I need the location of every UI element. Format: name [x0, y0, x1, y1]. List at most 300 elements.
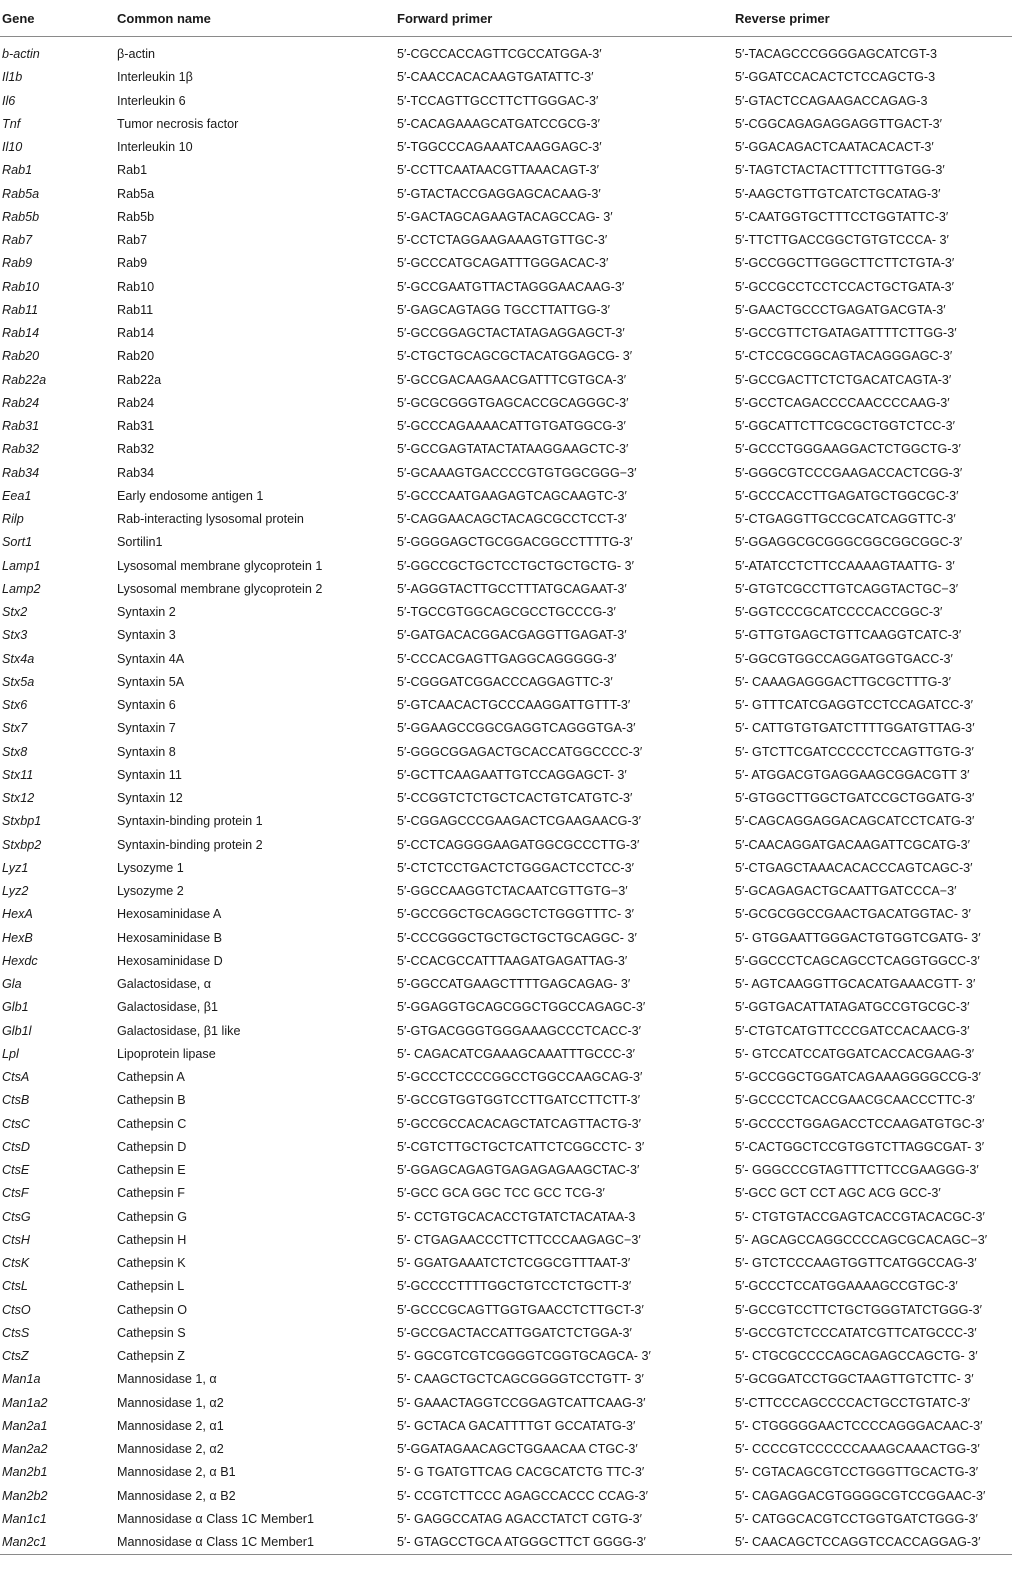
reverse-primer-cell: 5′-CTCCGCGGCAGTACAGGGAGC-3′: [735, 349, 953, 364]
table-row: [0, 66, 1012, 89]
table-row: [0, 531, 1012, 554]
gene-cell: Stx6: [2, 698, 28, 713]
forward-primer-cell: 5′-GGGCGGAGACTGCACCATGGCCCC-3′: [397, 744, 643, 759]
reverse-primer-cell: 5′- CCCCGTCCCCCCAAAGCAAACTGG-3′: [735, 1442, 980, 1457]
reverse-primer-cell: 5′-GTGTCGCCTTGTCAGGTACTGC−3′: [735, 581, 959, 596]
gene-cell: Gla: [2, 977, 22, 992]
gene-cell: CtsC: [2, 1116, 30, 1131]
forward-primer-cell: 5′-GAGCAGTAGG TGCCTTATTGG-3′: [397, 302, 610, 317]
reverse-primer-cell: 5′-GGCATTCTTCGCGCTGGTCTCC-3′: [735, 419, 955, 434]
table-row: [0, 694, 1012, 717]
common-name-cell: Syntaxin 5A: [117, 674, 185, 689]
table-row: [0, 741, 1012, 764]
common-name-cell: Lysosomal membrane glycoprotein 2: [117, 581, 323, 596]
common-name-cell: Rab5b: [117, 209, 155, 224]
table-row: [0, 183, 1012, 206]
reverse-primer-cell: 5′-GGTGACATTATAGATGCCGTGCGC-3′: [735, 1000, 970, 1015]
table-row: [0, 973, 1012, 996]
gene-cell: CtsA: [2, 1070, 30, 1085]
table-header-row: [0, 0, 1012, 37]
forward-primer-cell: 5′-CCACGCCATTTAAGATGAGATTAG-3′: [397, 953, 628, 968]
gene-cell: Lpl: [2, 1046, 19, 1061]
table-row: [0, 1043, 1012, 1066]
forward-primer-cell: 5′-CAACCACACAAGTGATATTC-3′: [397, 70, 594, 85]
table-row: [0, 345, 1012, 368]
gene-cell: Stx7: [2, 721, 28, 736]
gene-cell: Rab5a: [2, 186, 40, 201]
reverse-primer-cell: 5′- CAACAGCTCCAGGTCCACCAGGAG-3′: [735, 1531, 1012, 1555]
reverse-primer-cell: 5′- CAGAGGACGTGGGGCGTCCGGAAC-3′: [735, 1488, 986, 1503]
table-row: [0, 601, 1012, 624]
reverse-primer-cell: 5′-GTACTCCAGAAGACCAGAG-3: [735, 93, 928, 108]
forward-primer-cell: 5′-GGATAGAACAGCTGGAACAA CTGC-3′: [397, 1442, 638, 1457]
common-name-cell: Cathepsin B: [117, 1093, 186, 1108]
gene-cell: Il6: [2, 93, 16, 108]
common-name-cell: Rab31: [117, 419, 155, 434]
table-row: [0, 996, 1012, 1019]
table-row: [0, 1066, 1012, 1089]
gene-cell: Rab14: [2, 326, 40, 341]
common-name-cell: Lysozyme 1: [117, 860, 184, 875]
reverse-primer-cell: 5′- GTGGAATTGGGACTGTGGTCGATG- 3′: [735, 930, 981, 945]
common-name-cell: Cathepsin H: [117, 1232, 187, 1247]
reverse-primer-cell: 5′-GCGGATCCTGGCTAAGTTGTCTTC- 3′: [735, 1372, 974, 1387]
gene-cell: Man2b1: [2, 1465, 48, 1480]
forward-primer-cell: 5′-GCCCGCAGTTGGTGAACCTCTTGCT-3′: [397, 1302, 644, 1317]
reverse-primer-cell: 5′-CAATGGTGCTTTCCTGGTATTC-3′: [735, 209, 949, 224]
forward-primer-cell: 5′-CGCCACCAGTTCGCCATGGA-3′: [397, 47, 602, 62]
forward-primer-cell: 5′-GGAGGTGCAGCGGCTGGCCAGAGC-3′: [397, 1000, 646, 1015]
common-name-cell: Cathepsin F: [117, 1186, 185, 1201]
reverse-primer-cell: 5′-GGAGGCGCGGGCGGCGGCGGC-3′: [735, 535, 963, 550]
table-row: [0, 555, 1012, 578]
common-name-cell: Lysozyme 2: [117, 884, 184, 899]
table-row: [0, 1368, 1012, 1391]
table-row: [0, 927, 1012, 950]
reverse-primer-cell: 5′-GCC GCT CCT AGC ACG GCC-3′: [735, 1186, 941, 1201]
common-name-cell: Rab22a: [117, 372, 162, 387]
table-row: [0, 1229, 1012, 1252]
reverse-primer-cell: 5′-GCCCCTCACCGAACGCAACCCTTC-3′: [735, 1093, 975, 1108]
reverse-primer-cell: 5′-GTGGCTTGGCTGATCCGCTGGATG-3′: [735, 791, 975, 806]
reverse-primer-cell: 5′- GGGCCCGTAGTTTCTTCCGAAGGG-3′: [735, 1163, 979, 1178]
forward-primer-cell: 5′-GGCCGCTGCTCCTGCTGCTGCTG- 3′: [397, 558, 634, 573]
reverse-primer-cell: 5′-GCCGCCTCCTCCACTGCTGATA-3′: [735, 279, 955, 294]
forward-primer-cell: 5′-GCCCATGCAGATTTGGGACAC-3′: [397, 256, 609, 271]
forward-primer-cell: 5′-GACTAGCAGAAGTACAGCCAG- 3′: [397, 209, 613, 224]
gene-cell: Rab24: [2, 395, 40, 410]
reverse-primer-cell: 5′-GCCGGCTTGGGCTTCTTCTGTA-3′: [735, 256, 955, 271]
forward-primer-cell: 5′-AGGGTACTTGCCTTTATGCAGAAT-3′: [397, 581, 627, 596]
gene-cell: Man2a1: [2, 1418, 48, 1433]
gene-cell: Lyz2: [2, 884, 29, 899]
reverse-primer-cell: 5′- CATTGTGTGATCTTTTGGATGTTAG-3′: [735, 721, 975, 736]
gene-cell: Stxbp1: [2, 814, 42, 829]
forward-primer-cell: 5′-GTACTACCGAGGAGCACAAG-3′: [397, 186, 601, 201]
gene-cell: Rab11: [2, 302, 39, 317]
reverse-primer-cell: 5′-TAGTCTACTACTTTCTTTGTGG-3′: [735, 163, 945, 178]
gene-cell: Glb1l: [2, 1023, 32, 1038]
reverse-primer-cell: 5′- CATGGCACGTCCTGGTGATCTGGG-3′: [735, 1511, 978, 1526]
reverse-primer-cell: 5′-GCCGTCTCCCATATCGTTCATGCCC-3′: [735, 1325, 977, 1340]
forward-primer-cell: 5′-GCCGAATGTTACTAGGGAACAAG-3′: [397, 279, 625, 294]
forward-primer-cell: 5′-CAGGAACAGCTACAGCGCCTCCT-3′: [397, 512, 627, 527]
table-row: [0, 1345, 1012, 1368]
table-row: [0, 671, 1012, 694]
forward-primer-cell: 5′-TGCCGTGGCAGCGCCTGCCCG-3′: [397, 605, 616, 620]
forward-primer-cell: 5′-GCTTCAAGAATTGTCCAGGAGCT- 3′: [397, 767, 627, 782]
table-row: [0, 37, 1012, 67]
gene-cell: Tnf: [2, 116, 21, 131]
reverse-primer-cell: 5′-GGTCCCGCATCCCCACCGGC-3′: [735, 605, 943, 620]
forward-primer-cell: 5′-CTGCTGCAGCGCTACATGGAGCG- 3′: [397, 349, 633, 364]
reverse-primer-cell: 5′-GGACAGACTCAATACACACT-3′: [735, 140, 934, 155]
reverse-primer-cell: 5′- ATGGACGTGAGGAAGCGGACGTT 3′: [735, 767, 970, 782]
forward-primer-cell: 5′-CCTCAGGGGAAGATGGCGCCCTTG-3′: [397, 837, 640, 852]
gene-cell: HexA: [2, 907, 33, 922]
forward-primer-cell: 5′-CCTCTAGGAAGAAAGTGTTGC-3′: [397, 233, 608, 248]
forward-primer-cell: 5′-TGGCCCAGAAATCAAGGAGC-3′: [397, 140, 602, 155]
forward-primer-cell: 5′-GCGCGGGTGAGCACCGCAGGGC-3′: [397, 395, 629, 410]
forward-primer-cell: 5′-CCCGGGCTGCTGCTGCTGCAGGC- 3′: [397, 930, 637, 945]
forward-primer-cell: 5′- CCTGTGCACACCTGTATCTACATAA-3: [397, 1209, 636, 1224]
header-common-name: Common name: [117, 0, 397, 37]
forward-primer-cell: 5′-CGTCTTGCTGCTCATTCTCGGCCTC- 3′: [397, 1139, 645, 1154]
gene-cell: Man2b2: [2, 1488, 48, 1503]
reverse-primer-cell: 5′- CGTACAGCGTCCTGGGTTGCACTG-3′: [735, 1465, 979, 1480]
common-name-cell: Mannosidase 2, α1: [117, 1418, 224, 1433]
reverse-primer-cell: 5′-CTGAGCTAAACACACCCAGTCAGC-3′: [735, 860, 973, 875]
common-name-cell: Mannosidase 2, α B1: [117, 1465, 236, 1480]
common-name-cell: Syntaxin 11: [117, 767, 182, 782]
common-name-cell: Galactosidase, α: [117, 977, 212, 992]
forward-primer-cell: 5′-GATGACACGGACGAGGTTGAGAT-3′: [397, 628, 627, 643]
gene-cell: CtsE: [2, 1163, 30, 1178]
forward-primer-cell: 5′- CAGACATCGAAAGCAAATTTGCCC-3′: [397, 1046, 635, 1061]
forward-primer-cell: 5′-CACAGAAAGCATGATCCGCG-3′: [397, 116, 600, 131]
common-name-cell: Interleukin 1β: [117, 70, 193, 85]
reverse-primer-cell: 5′-TACAGCCCGGGGAGCATCGT-3: [735, 47, 938, 62]
reverse-primer-cell: 5′-GCCCTCCATGGAAAAGCCGTGC-3′: [735, 1279, 958, 1294]
table-row: [0, 810, 1012, 833]
forward-primer-cell: 5′-GGCCATGAAGCTTTTGAGCAGAG- 3′: [397, 977, 631, 992]
common-name-cell: Cathepsin S: [117, 1325, 186, 1340]
table-row: [0, 1508, 1012, 1531]
common-name-cell: Rab14: [117, 326, 155, 341]
table-row: [0, 1113, 1012, 1136]
forward-primer-cell: 5′-GCAAAGTGACCCCGTGTGGCGGG−3′: [397, 465, 637, 480]
common-name-cell: Mannosidase α Class 1C Member1: [117, 1511, 314, 1526]
common-name-cell: Syntaxin 8: [117, 744, 176, 759]
reverse-primer-cell: 5′- CTGGGGGAACTCCCCAGGGACAAC-3′: [735, 1418, 983, 1433]
table-row: [0, 462, 1012, 485]
reverse-primer-cell: 5′-GCCGTTCTGATAGATTTTCTTGG-3′: [735, 326, 957, 341]
forward-primer-cell: 5′- CAAGCTGCTCAGCGGGGTCCTGTT- 3′: [397, 1372, 644, 1387]
gene-cell: Sort1: [2, 535, 33, 550]
common-name-cell: Lipoprotein lipase: [117, 1046, 216, 1061]
common-name-cell: Cathepsin C: [117, 1116, 187, 1131]
gene-cell: Man1a2: [2, 1395, 48, 1410]
reverse-primer-cell: 5′- GTCCATCCATGGATCACCACGAAG-3′: [735, 1046, 975, 1061]
gene-cell: Stx5a: [2, 674, 35, 689]
common-name-cell: Sortilin1: [117, 535, 163, 550]
common-name-cell: Rab1: [117, 163, 148, 178]
forward-primer-cell: 5′-GCCGCCACACAGCTATCAGTTACTG-3′: [397, 1116, 642, 1131]
gene-cell: Stx12: [2, 791, 35, 806]
forward-primer-cell: 5′- G TGATGTTCAG CACGCATCTG TTC-3′: [397, 1465, 645, 1480]
reverse-primer-cell: 5′-GAACTGCCCTGAGATGACGTA-3′: [735, 302, 946, 317]
common-name-cell: Cathepsin K: [117, 1256, 186, 1271]
gene-cell: Rab5b: [2, 209, 40, 224]
reverse-primer-cell: 5′-ATATCCTCTTCCAAAAGTAATTG- 3′: [735, 558, 955, 573]
common-name-cell: Syntaxin-binding protein 1: [117, 814, 263, 829]
gene-cell: Lyz1: [2, 860, 29, 875]
common-name-cell: Rab34: [117, 465, 155, 480]
table-row: [0, 834, 1012, 857]
gene-cell: Il1b: [2, 70, 23, 85]
table-row: [0, 857, 1012, 880]
table-row: [0, 136, 1012, 159]
table-row: [0, 764, 1012, 787]
table-row: [0, 1020, 1012, 1043]
table-row: [0, 1089, 1012, 1112]
reverse-primer-cell: 5′-CTTCCCAGCCCCACTGCCTGTATC-3′: [735, 1395, 971, 1410]
table-row: [0, 624, 1012, 647]
forward-primer-cell: 5′-CCTTCAATAACGTTAAACAGT-3′: [397, 163, 600, 178]
reverse-primer-cell: 5′-GGCGTGGCCAGGATGGTGACC-3′: [735, 651, 953, 666]
table-row: [0, 1299, 1012, 1322]
common-name-cell: Mannosidase α Class 1C Member1: [117, 1531, 397, 1555]
forward-primer-cell: 5′-GGGGAGCTGCGGACGGCCTTTTG-3′: [397, 535, 633, 550]
header-forward-primer: Forward primer: [397, 0, 735, 37]
gene-cell: Rab7: [2, 233, 33, 248]
gene-cell: CtsG: [2, 1209, 31, 1224]
common-name-cell: Galactosidase, β1 like: [117, 1023, 241, 1038]
common-name-cell: Cathepsin Z: [117, 1349, 185, 1364]
gene-cell: Stx3: [2, 628, 28, 643]
forward-primer-cell: 5′-GTCAACACTGCCCAAGGATTGTTT-3′: [397, 698, 631, 713]
gene-cell: Man1a: [2, 1372, 41, 1387]
forward-primer-cell: 5′- GTAGCCTGCA ATGGGCTTCT GGGG-3′: [397, 1531, 735, 1555]
common-name-cell: Cathepsin A: [117, 1070, 185, 1085]
gene-cell: CtsH: [2, 1232, 30, 1247]
table-row: [0, 438, 1012, 461]
reverse-primer-cell: 5′-GCCGACTTCTCTGACATCAGTA-3′: [735, 372, 952, 387]
gene-cell: Rab32: [2, 442, 40, 457]
gene-cell: CtsS: [2, 1325, 30, 1340]
reverse-primer-cell: 5′-GCCCCTGGAGACCTCCAAGATGTGC-3′: [735, 1116, 985, 1131]
forward-primer-cell: 5′-GCCGGAGCTACTATAGAGGAGCT-3′: [397, 326, 625, 341]
gene-cell: Rab20: [2, 349, 40, 364]
common-name-cell: Cathepsin D: [117, 1139, 187, 1154]
gene-cell: Man1c1: [2, 1511, 47, 1526]
forward-primer-cell: 5′-GCCCAATGAAGAGTCAGCAAGTC-3′: [397, 488, 627, 503]
reverse-primer-cell: 5′-GCGCGGCCGAACTGACATGGTAC- 3′: [735, 907, 971, 922]
common-name-cell: Syntaxin 2: [117, 605, 176, 620]
gene-cell: Lamp2: [2, 581, 41, 596]
common-name-cell: Cathepsin O: [117, 1302, 188, 1317]
forward-primer-cell: 5′-GCCGGCTGCAGGCTCTGGGTTTC- 3′: [397, 907, 634, 922]
gene-cell: Hexdc: [2, 953, 38, 968]
table-row: [0, 1415, 1012, 1438]
common-name-cell: Rab20: [117, 349, 155, 364]
gene-cell: Lamp1: [2, 558, 41, 573]
common-name-cell: Mannosidase 1, α: [117, 1372, 217, 1387]
gene-cell: Rab22a: [2, 372, 47, 387]
common-name-cell: Syntaxin 7: [117, 721, 176, 736]
reverse-primer-cell: 5′-CTGAGGTTGCCGCATCAGGTTC-3′: [735, 512, 956, 527]
table-row: [0, 415, 1012, 438]
common-name-cell: Rab-interacting lysosomal protein: [117, 512, 304, 527]
forward-primer-cell: 5′- CCGTCTTCCC AGAGCCACCC CCAG-3′: [397, 1488, 649, 1503]
forward-primer-cell: 5′-GCCGTGGTGGTCCTTGATCCTTCTT-3′: [397, 1093, 641, 1108]
table-row: [0, 206, 1012, 229]
table-row: [0, 229, 1012, 252]
gene-cell: Glb1: [2, 1000, 29, 1015]
reverse-primer-cell: 5′-TTCTTGACCGGCTGTGTCCCA- 3′: [735, 233, 949, 248]
gene-cell: Stx4a: [2, 651, 35, 666]
forward-primer-cell: 5′-GTGACGGGTGGGAAAGCCCTCACC-3′: [397, 1023, 642, 1038]
reverse-primer-cell: 5′- GTCTTCGATCCCCCTCCAGTTGTG-3′: [735, 744, 974, 759]
reverse-primer-cell: 5′- AGTCAAGGTTGCACATGAAACGTT- 3′: [735, 977, 976, 992]
reverse-primer-cell: 5′-GCCTCAGACCCCAACCCCAAG-3′: [735, 395, 950, 410]
forward-primer-cell: 5′- GAAACTAGGTCCGGAGTCATTCAAG-3′: [397, 1395, 646, 1410]
header-gene: Gene: [0, 0, 117, 37]
table-row: [0, 1275, 1012, 1298]
reverse-primer-cell: 5′-CACTGGCTCCGTGGTCTTAGGCGAT- 3′: [735, 1139, 985, 1154]
common-name-cell: Syntaxin 3: [117, 628, 176, 643]
common-name-cell: β-actin: [117, 47, 156, 62]
reverse-primer-cell: 5′-CGGCAGAGAGGAGGTTGACT-3′: [735, 116, 942, 131]
forward-primer-cell: 5′-GCCCAGAAAACATTGTGATGGCG-3′: [397, 419, 626, 434]
gene-cell: Rab31: [2, 419, 40, 434]
common-name-cell: Rab24: [117, 395, 155, 410]
forward-primer-cell: 5′-CCCACGAGTTGAGGCAGGGGG-3′: [397, 651, 617, 666]
common-name-cell: Mannosidase 2, α B2: [117, 1488, 236, 1503]
gene-cell: CtsD: [2, 1139, 30, 1154]
table-row: [0, 1159, 1012, 1182]
table-row: [0, 1461, 1012, 1484]
common-name-cell: Lysosomal membrane glycoprotein 1: [117, 558, 323, 573]
table-row: [0, 950, 1012, 973]
common-name-cell: Hexosaminidase A: [117, 907, 222, 922]
common-name-cell: Mannosidase 2, α2: [117, 1442, 224, 1457]
gene-cell: Stx2: [2, 605, 28, 620]
table-row: [0, 1206, 1012, 1229]
gene-cell: Rab34: [2, 465, 40, 480]
gene-cell: Il10: [2, 140, 23, 155]
reverse-primer-cell: 5′- CAAAGAGGGACTTGCGCTTTG-3′: [735, 674, 952, 689]
forward-primer-cell: 5′- GAGGCCATAG AGACCTATCT CGTG-3′: [397, 1511, 642, 1526]
forward-primer-cell: 5′-GGCCAAGGTCTACAATCGTTGTG−3′: [397, 884, 628, 899]
table-row: [0, 276, 1012, 299]
reverse-primer-cell: 5′-GCCCACCTTGAGATGCTGGCGC-3′: [735, 488, 959, 503]
table-row: [0, 299, 1012, 322]
gene-cell: Rab9: [2, 256, 33, 271]
forward-primer-cell: 5′- GCTACA GACATTTTGT GCCATATG-3′: [397, 1418, 636, 1433]
table-row: [0, 717, 1012, 740]
table-row: [0, 369, 1012, 392]
common-name-cell: Galactosidase, β1: [117, 1000, 219, 1015]
forward-primer-cell: 5′-GCCGACAAGAACGATTTCGTGCA-3′: [397, 372, 627, 387]
gene-cell: Rilp: [2, 512, 24, 527]
forward-primer-cell: 5′-GCC GCA GGC TCC GCC TCG-3′: [397, 1186, 605, 1201]
gene-cell: b-actin: [2, 47, 40, 62]
table-row: [0, 1485, 1012, 1508]
common-name-cell: Rab5a: [117, 186, 155, 201]
common-name-cell: Cathepsin E: [117, 1163, 186, 1178]
gene-cell: Stx11: [2, 767, 34, 782]
reverse-primer-cell: 5′-GCAGAGACTGCAATTGATCCCA−3′: [735, 884, 957, 899]
common-name-cell: Rab32: [117, 442, 155, 457]
gene-cell: Rab1: [2, 163, 33, 178]
table-row: [0, 1182, 1012, 1205]
gene-cell: Rab10: [2, 279, 40, 294]
table-row: [0, 880, 1012, 903]
common-name-cell: Interleukin 6: [117, 93, 186, 108]
reverse-primer-cell: 5′-GGCCCTCAGCAGCCTCAGGTGGCC-3′: [735, 953, 980, 968]
common-name-cell: Syntaxin 4A: [117, 651, 185, 666]
header-reverse-primer: Reverse primer: [735, 0, 1012, 37]
table-row: [0, 113, 1012, 136]
reverse-primer-cell: 5′- AGCAGCCAGGCCCCAGCGCACAGC−3′: [735, 1232, 988, 1247]
gene-cell: CtsF: [2, 1186, 29, 1201]
common-name-cell: Syntaxin 12: [117, 791, 183, 806]
common-name-cell: Syntaxin 6: [117, 698, 176, 713]
gene-cell: Man2c1: [0, 1531, 117, 1555]
common-name-cell: Rab10: [117, 279, 155, 294]
table-row: [0, 1392, 1012, 1415]
forward-primer-cell: 5′- GGCGTCGTCGGGGTCGGTGCAGCA- 3′: [397, 1349, 651, 1364]
gene-cell: CtsL: [2, 1279, 28, 1294]
forward-primer-cell: 5′-GCCGAGTATACTATAAGGAAGCTC-3′: [397, 442, 629, 457]
common-name-cell: Tumor necrosis factor: [117, 116, 239, 131]
table-row: [0, 252, 1012, 275]
common-name-cell: Rab7: [117, 233, 148, 248]
gene-cell: CtsB: [2, 1093, 30, 1108]
table-row: [0, 903, 1012, 926]
reverse-primer-cell: 5′-CTGTCATGTTCCCGATCCACAACG-3′: [735, 1023, 970, 1038]
gene-cell: Stxbp2: [2, 837, 42, 852]
table-row: [0, 508, 1012, 531]
forward-primer-cell: 5′-CGGAGCCCGAAGACTCGAAGAACG-3′: [397, 814, 642, 829]
reverse-primer-cell: 5′- GTTTCATCGAGGTCCTCCAGATCC-3′: [735, 698, 973, 713]
forward-primer-cell: 5′-GCCCTCCCCGGCCTGGCCAAGCAG-3′: [397, 1070, 643, 1085]
reverse-primer-cell: 5′-GCCGGCTGGATCAGAAAGGGGCCG-3′: [735, 1070, 981, 1085]
table-row: [0, 1252, 1012, 1275]
forward-primer-cell: 5′-GCCGACTACCATTGGATCTCTGGA-3′: [397, 1325, 632, 1340]
forward-primer-cell: 5′-CCGGTCTCTGCTCACTGTCATGTC-3′: [397, 791, 633, 806]
reverse-primer-cell: 5′-GCCCTGGGAAGGACTCTGGCTG-3′: [735, 442, 961, 457]
forward-primer-cell: 5′- GGATGAAATCTCTCGGCGTTTAAT-3′: [397, 1256, 631, 1271]
gene-cell: CtsZ: [2, 1349, 29, 1364]
gene-cell: CtsK: [2, 1256, 30, 1271]
table-row: [0, 322, 1012, 345]
common-name-cell: Rab9: [117, 256, 148, 271]
common-name-cell: Mannosidase 1, α2: [117, 1395, 224, 1410]
table-row: [0, 1136, 1012, 1159]
table-row: [0, 1531, 1012, 1555]
table-row: [0, 787, 1012, 810]
reverse-primer-cell: 5′-GGGCGTCCCGAAGACCACTCGG-3′: [735, 465, 963, 480]
reverse-primer-cell: 5′-CAGCAGGAGGACAGCATCCTCATG-3′: [735, 814, 975, 829]
common-name-cell: Cathepsin G: [117, 1209, 188, 1224]
common-name-cell: Rab11: [117, 302, 154, 317]
common-name-cell: Hexosaminidase B: [117, 930, 222, 945]
common-name-cell: Interleukin 10: [117, 140, 193, 155]
forward-primer-cell: 5′- CTGAGAACCCTTCTTCCCAAGAGC−3′: [397, 1232, 641, 1247]
reverse-primer-cell: 5′- CTGCGCCCCAGCAGAGCCAGCTG- 3′: [735, 1349, 978, 1364]
